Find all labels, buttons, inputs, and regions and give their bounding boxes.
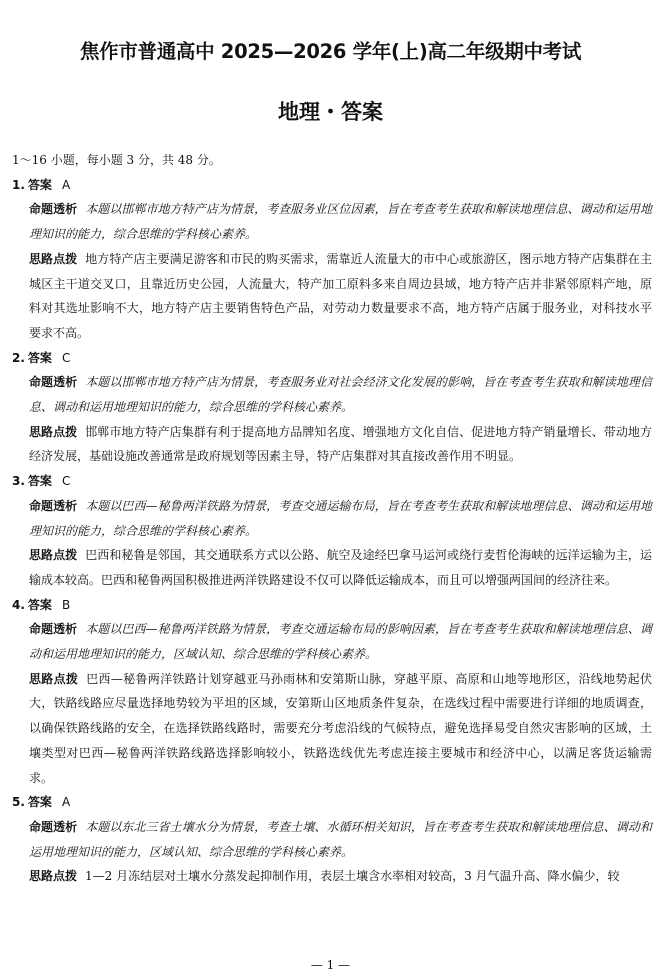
answer-label: 答案	[27, 177, 52, 192]
question-block	[12, 346, 652, 470]
section-label: 思路点拨	[29, 548, 78, 563]
section-text: 本题以巴西—秘鲁两洋铁路为情景，考查交通运输布局的影响因素，旨在考查考生获取和解读地理信息、调动和运用地理知识的能力，区域认知、综合思维的学科核心素养。	[29, 622, 652, 662]
question-answer-line	[12, 346, 652, 371]
section-label: 思路点拨	[29, 671, 79, 686]
section-label: 思路点拨	[29, 251, 78, 266]
question-list	[12, 173, 652, 889]
question-answer-line	[12, 469, 652, 494]
exam-title: 焦作市普通高中 2025—2026 学年(上)高二年级期中考试	[79, 40, 582, 63]
question-block	[12, 469, 652, 593]
section-text: 本题以邯郸市地方特产店为情景，考查服务业对社会经济文化发展的影响，旨在考查考生获取和解读地理信息、调动和运用地理知识的能力，综合思维的学科核心素养。	[29, 375, 652, 415]
question-block	[12, 790, 652, 889]
answer-label: 答案	[27, 474, 52, 489]
question-block	[12, 173, 652, 346]
section-text: 巴西和秘鲁是邻国，其交通联系方式以公路、航空及途经巴拿马运河或绕行麦哲伦海峡的远洋运输为主，运输成本较高。巴西和秘鲁两国积极推进两洋铁路建设不仅可以降低运输成本，而且可以增强两国间的经济往来。	[29, 548, 652, 587]
section-text: 地方特产店主要满足游客和市民的购买需求，需靠近人流量大的市中心或旅游区，图示地方特产店集群在主城区主干道交叉口，且靠近历史公园，人流量大，特产加工原料多来自周边县域，地方特产店并非紧邻原料产地，原料对其选址影响不大，地方特产店主要销售特色产品，对劳动力数量要求不高，地方特产店属于服务业，对科技水平要求不高。	[29, 251, 652, 340]
answer-label: 答案	[27, 795, 52, 810]
solution-section	[12, 864, 652, 889]
section-text: 本题以邯郸市地方特产店为情景，考查服务业区位因素，旨在考查考生获取和解读地理信息、调动和运用地理知识的能力，综合思维的学科核心素养。	[29, 202, 652, 242]
answer-choice: C	[61, 474, 71, 489]
answer-label: 答案	[27, 597, 52, 612]
analysis-section	[12, 494, 652, 543]
document-subtitle: 地理・答案	[278, 100, 383, 124]
answer-choice: A	[61, 177, 71, 192]
section-text: 1—2 月冻结层对土壤水分蒸发起抑制作用，表层土壤含水率相对较高，3 月气温升高、降水偏少，较	[85, 869, 620, 884]
question-number: 4.	[12, 597, 25, 612]
answer-choice: C	[61, 350, 71, 365]
section-label: 命题透析	[29, 202, 78, 217]
section-label: 思路点拨	[29, 424, 78, 439]
page-number: — 1 —	[310, 958, 351, 972]
question-answer-line	[12, 790, 652, 815]
section-label: 命题透析	[29, 375, 78, 390]
analysis-section	[12, 370, 652, 419]
scoring-intro: 1～16 小题，每小题 3 分，共 48 分。	[12, 153, 221, 167]
analysis-section	[12, 197, 652, 246]
question-number: 1.	[12, 177, 25, 192]
section-label: 命题透析	[29, 622, 78, 637]
answer-choice: A	[61, 795, 71, 810]
solution-section	[12, 543, 652, 592]
analysis-section	[12, 815, 652, 864]
answer-choice: B	[61, 597, 71, 612]
section-text: 本题以东北三省土壤水分为情景，考查土壤、水循环相关知识，旨在考查考生获取和解读地理信息、调动和运用地理知识的能力，区域认知、综合思维的学科核心素养。	[29, 819, 652, 859]
question-number: 2.	[12, 350, 25, 365]
question-number: 5.	[12, 795, 25, 810]
section-text: 本题以巴西—秘鲁两洋铁路为情景，考查交通运输布局，旨在考查考生获取和解读地理信息、调动和运用地理知识的能力，综合思维的学科核心素养。	[29, 498, 652, 538]
solution-section	[12, 420, 652, 469]
question-answer-line	[12, 173, 652, 198]
section-label: 命题透析	[29, 498, 78, 513]
answer-content	[12, 148, 652, 889]
solution-section	[12, 247, 652, 346]
section-label: 命题透析	[29, 819, 78, 834]
answer-label: 答案	[27, 350, 52, 365]
question-block	[12, 593, 652, 791]
analysis-section	[12, 617, 652, 666]
section-text: 邯郸市地方特产店集群有利于提高地方品牌知名度、增强地方文化自信、促进地方特产销量增长、带动地方经济发展，基础设施改善通常是政府规划等因素主导，特产店集群对其直接改善作用不明显。	[29, 424, 652, 464]
section-label: 思路点拨	[29, 869, 78, 884]
question-answer-line	[12, 593, 652, 618]
section-text: 巴西—秘鲁两洋铁路计划穿越亚马孙雨林和安第斯山脉，穿越平原、高原和山地等地形区，沿线地势起伏大，铁路线路应尽量选择地势较为平坦的区域，安第斯山区地质条件复杂，在选线过程中需要进行详细的地质调查，以确保铁路线路的安全，在选择铁路线路时，需要充分考虑沿线的气候特点，避免选择易受自然灾害影响的区域，土壤类型对巴西—秘鲁两洋铁路线路选择影响较小，铁路选线优先考虑连接主要城市和经济中心，以满足客货运输需求。	[29, 671, 652, 785]
solution-section	[12, 667, 652, 791]
question-number: 3.	[12, 474, 25, 489]
